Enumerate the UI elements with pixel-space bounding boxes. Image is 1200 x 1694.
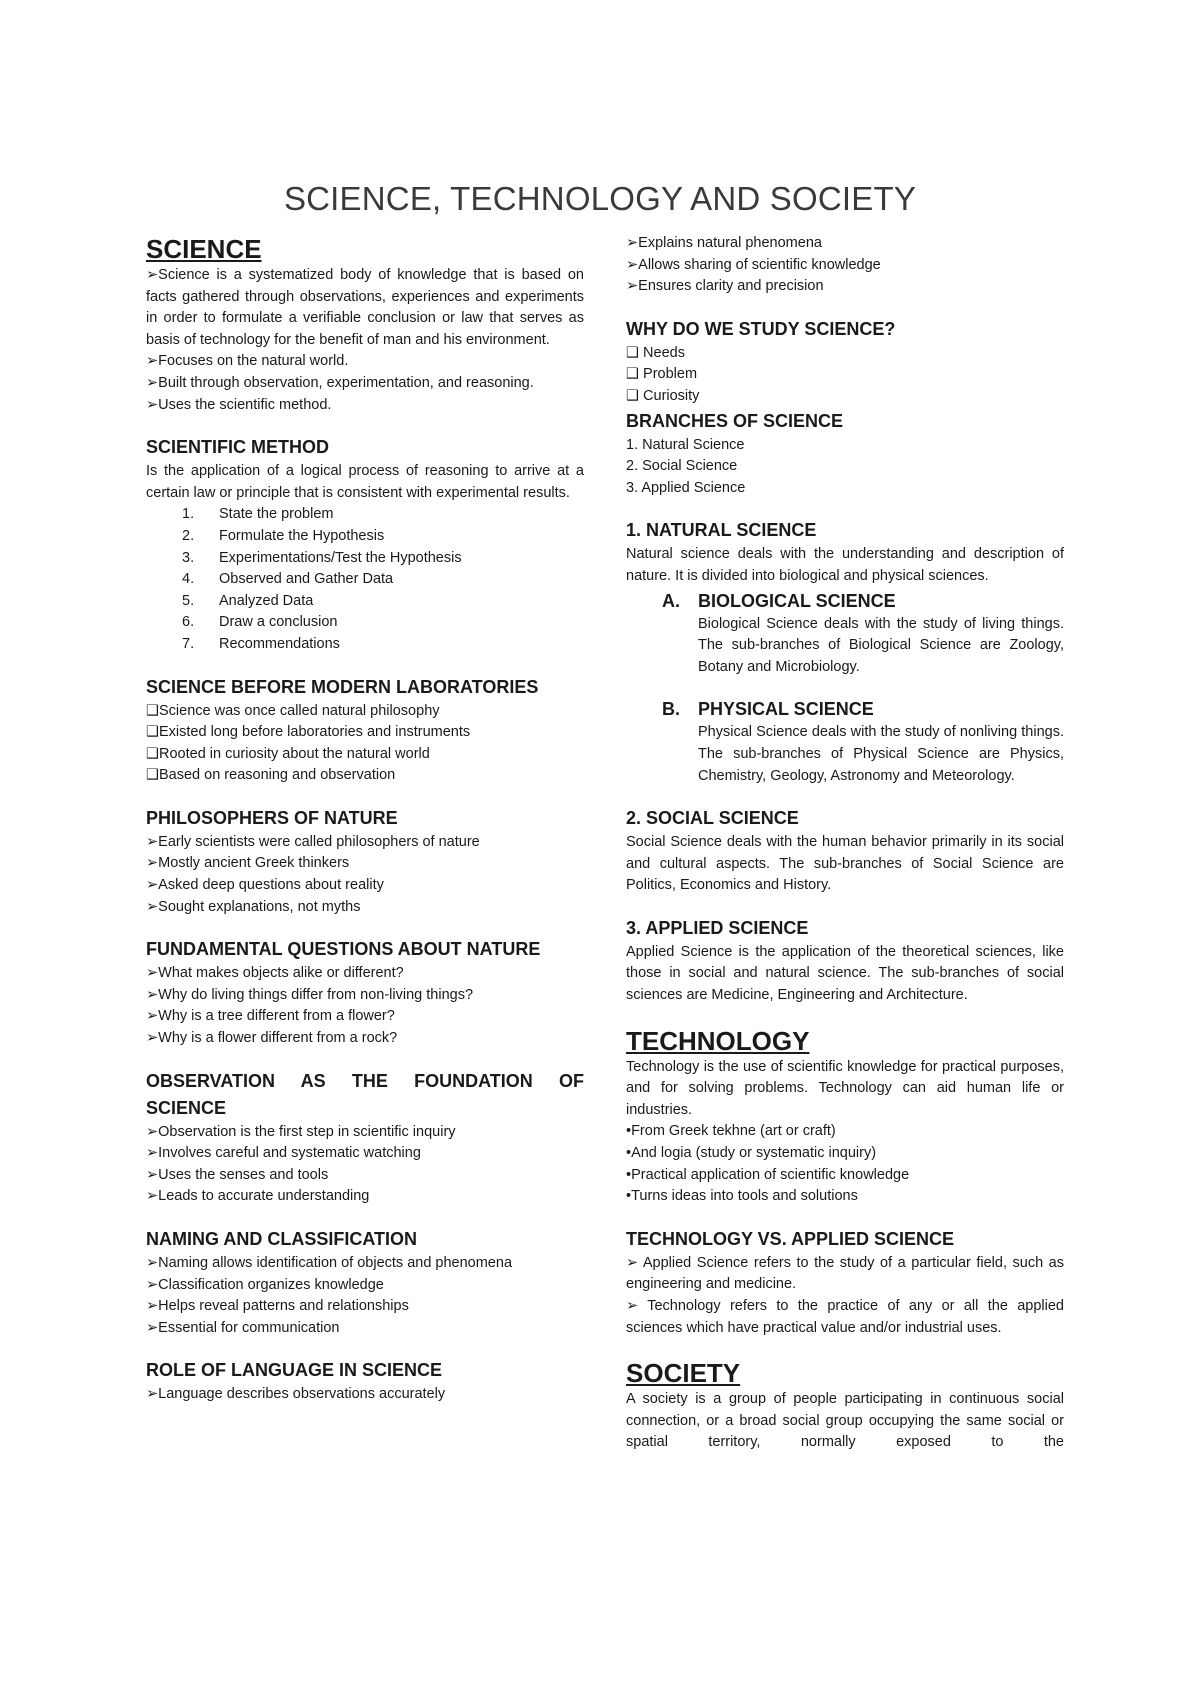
science-bullet: ➢Uses the scientific method. — [146, 396, 332, 413]
list-item: ➢Essential for communication — [146, 1319, 340, 1336]
natural-science-heading: 1. NATURAL SCIENCE — [626, 520, 817, 541]
before-labs-heading: SCIENCE BEFORE MODERN LABORATORIES — [146, 676, 539, 697]
natural-science-body: Natural science deals with the understanding and description of nature. It is divided into biological and physical sciences. — [626, 546, 1064, 584]
science-heading: SCIENCE — [146, 234, 262, 264]
left-column — [146, 233, 584, 1406]
list-item: ➢Language describes observations accurately — [146, 1386, 446, 1403]
list-item: ➢Involves careful and systematic watching — [146, 1145, 421, 1162]
social-science-body: Social Science deals with the human behavior primarily in its social and cultural aspects. The sub-branches of Social Science are Politics, Economics and History. — [626, 834, 1064, 894]
list-item: 1. Natural Science — [626, 436, 745, 453]
list-item: ➢Explains natural phenomena — [626, 235, 822, 251]
applied-science-body: Applied Science is the application of the theoretical sciences, like those in social and natural science. The sub-branches of social sciences are Medicine, Engineering and Architecture. — [626, 943, 1064, 1004]
list-item: 6. Draw a conclusion — [182, 614, 338, 631]
social-science-heading: 2. SOCIAL SCIENCE — [626, 808, 799, 829]
list-item: ➢Mostly ancient Greek thinkers — [146, 855, 350, 872]
scientific-method-steps — [146, 504, 584, 655]
naming-heading: NAMING AND CLASSIFICATION — [146, 1229, 417, 1249]
page-title: SCIENCE, TECHNOLOGY AND SOCIETY — [283, 180, 917, 217]
list-item: ➢Naming allows identification of objects and phenomena — [146, 1255, 513, 1271]
list-item: 4. Observed and Gather Data — [182, 571, 394, 588]
biological-science-body: Biological Science deals with the study of living things. The sub-branches of Biological Science are Zoology, Botany and Microbiology. — [698, 615, 1064, 675]
list-item: ➢Uses the senses and tools — [146, 1166, 329, 1183]
science-bullet: ➢Built through observation, experimentation, and reasoning. — [146, 374, 534, 391]
philosophers-heading: PHILOSOPHERS OF NATURE — [146, 807, 398, 828]
scientific-method-intro: Is the application of a logical process of reasoning to arrive at a certain law or principle that is consistent with experimental results. — [146, 463, 584, 501]
list-item: ➢Helps reveal patterns and relationships — [146, 1298, 409, 1315]
list-item: 3. Applied Science — [626, 479, 746, 496]
list-item: 2. Social Science — [626, 458, 738, 475]
list-item: •From Greek tekhne (art or craft) — [626, 1123, 836, 1140]
physical-science-heading — [626, 696, 1064, 722]
list-item: 2. Formulate the Hypothesis — [182, 527, 385, 544]
list-item: 1. State the problem — [182, 506, 334, 523]
list-item: ➢Why is a flower different from a rock? — [146, 1030, 398, 1047]
applied-science-heading: 3. APPLIED SCIENCE — [626, 917, 809, 938]
list-item: ❑Based on reasoning and observation — [146, 767, 396, 784]
society-body: A society is a group of people participating in continuous social connection, or a broad social group occupying the same social or spatial territory, normally exposed to the — [626, 1391, 1064, 1451]
subsection-title: PHYSICAL SCIENCE — [698, 699, 874, 720]
scientific-method-heading: SCIENTIFIC METHOD — [146, 437, 329, 458]
list-item: •Turns ideas into tools and solutions — [626, 1188, 858, 1205]
list-item: ➢ Technology refers to the practice of any or all the applied sciences which have practical value and/or industrial uses. — [626, 1298, 1064, 1336]
science-definition: ➢Science is a systematized body of knowledge that is based on facts gathered through observations, experiences and experiments in order to formulate a verifiable conclusion or law that serves as basis of technology for the benefit of man and his environment. — [146, 267, 584, 348]
subsection-letter: A. — [662, 590, 680, 611]
list-item: ➢Observation is the first step in scientific inquiry — [146, 1123, 456, 1140]
fundamental-questions-heading: FUNDAMENTAL QUESTIONS ABOUT NATURE — [146, 939, 541, 960]
branches-heading: BRANCHES OF SCIENCE — [626, 410, 844, 431]
subsection-letter: B. — [662, 699, 680, 720]
list-item: ❑Existed long before laboratories and instruments — [146, 724, 471, 741]
list-item: ➢Why is a tree different from a flower? — [146, 1008, 395, 1025]
list-item: ➢Allows sharing of scientific knowledge — [626, 256, 881, 273]
technology-body: Technology is the use of scientific knowledge for practical purposes, and for solving problems. Technology can aid human life or industries. — [626, 1058, 1064, 1118]
biological-science-heading — [626, 588, 1064, 614]
list-item: ❑ Needs — [626, 344, 685, 361]
list-item: ➢What makes objects alike or different? — [146, 965, 404, 982]
list-item: ➢Early scientists were called philosophers of nature — [146, 833, 480, 850]
subsection-title: BIOLOGICAL SCIENCE — [698, 590, 896, 611]
right-column — [626, 233, 1064, 1454]
technology-heading: TECHNOLOGY — [626, 1025, 810, 1056]
list-item: ➢Ensures clarity and precision — [626, 278, 824, 295]
list-item: •Practical application of scientific knowledge — [626, 1166, 910, 1183]
science-bullet: ➢Focuses on the natural world. — [146, 353, 349, 370]
list-item: ➢Why do living things differ from non-living things? — [146, 986, 474, 1003]
language-heading: ROLE OF LANGUAGE IN SCIENCE — [146, 1360, 443, 1381]
list-item: ➢Leads to accurate understanding — [146, 1188, 370, 1205]
observation-heading: OBSERVATION AS THE FOUNDATION OF SCIENCE — [146, 1070, 584, 1118]
list-item: 7. Recommendations — [182, 635, 340, 652]
list-item: ➢Asked deep questions about reality — [146, 877, 384, 894]
physical-science-body: Physical Science deals with the study of nonliving things. The sub-branches of Physical Science are Physics, Chemistry, Geology, Astronomy and Meteorology. — [698, 724, 1064, 784]
society-heading: SOCIETY — [626, 1358, 741, 1389]
list-item: ❑Science was once called natural philosophy — [146, 702, 440, 719]
list-item: ➢ Applied Science refers to the study of a particular field, such as engineering and medicine. — [626, 1254, 1064, 1293]
list-item: ❑ Problem — [626, 366, 698, 383]
list-item: ❑Rooted in curiosity about the natural world — [146, 745, 430, 762]
list-item: 5. Analyzed Data — [182, 592, 314, 609]
tech-vs-applied-heading: TECHNOLOGY VS. APPLIED SCIENCE — [626, 1228, 955, 1249]
list-item: ➢Sought explanations, not myths — [146, 898, 361, 915]
list-item: •And logia (study or systematic inquiry) — [626, 1145, 877, 1162]
list-item: 3. Experimentations/Test the Hypothesis — [182, 549, 462, 566]
list-item: ➢Classification organizes knowledge — [146, 1276, 384, 1293]
list-item: ❑ Curiosity — [626, 387, 700, 404]
why-study-heading: WHY DO WE STUDY SCIENCE? — [626, 318, 896, 339]
